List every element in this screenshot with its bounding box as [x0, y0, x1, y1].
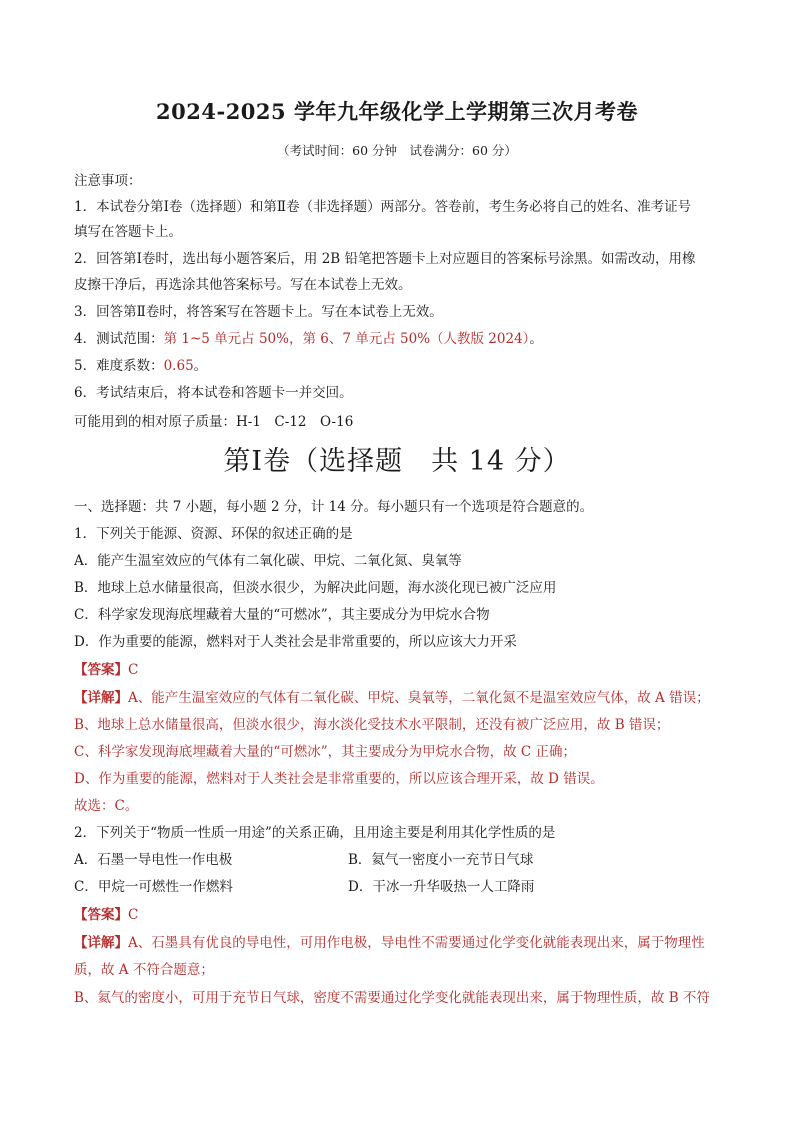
q2-options-row-1	[74, 851, 724, 869]
q2-detail-1a	[74, 934, 724, 952]
q1-option-d: D．作为重要的能源，燃料对于人类社会是非常重要的，所以应该大力开采	[74, 634, 517, 650]
q2-options-row-2	[74, 878, 724, 896]
note-6: 6．考试结束后，将本试卷和答题卡一并交回。	[74, 385, 353, 401]
note-5-difficulty: 0.65	[163, 358, 194, 374]
note-4-scope: 第 1~5 单元占 50%，第 6、7 单元占 50%（人教版 2024）	[163, 331, 530, 347]
q1-detail-1-text: A、能产生温室效应的气体有二氧化碳、甲烷、臭氧等，二氧化氮不是温室效应气体，故 A 错误；	[128, 690, 710, 706]
note-5-prefix: 5．难度系数：	[74, 358, 164, 374]
q2-detail-2: B、氦气的密度小，可用于充节日气球，密度不需要通过化学变化就能表现出来，属于物理性质，故 B 不符	[74, 990, 710, 1006]
q1-option-a: A．能产生温室效应的气体有二氧化碳、甲烷、二氧化氮、臭氧等	[74, 553, 462, 569]
q1-stem: 1．下列关于能源、资源、环保的叙述正确的是	[74, 526, 353, 542]
q1-detail-2: B、地球上总水储量很高，但淡水很少，海水淡化受技术水平限制，还没有被广泛应用，故 B 错误；	[74, 717, 670, 733]
q1-detail-label: 【详解】	[74, 690, 128, 706]
q1-option-b: B．地球上总水储量很高，但淡水很少，为解决此问题，海水淡化现已被广泛应用	[74, 580, 557, 596]
note-4	[74, 330, 724, 348]
note-5	[74, 357, 724, 375]
q1-option-c: C．科学家发现海底埋藏着大量的“可燃冰”，其主要成分为甲烷水合物	[74, 607, 490, 623]
note-1-line-2: 填写在答题卡上。	[74, 224, 182, 240]
q2-option-d: D．干冰一升华吸热一人工降雨	[348, 879, 535, 895]
part1-intro: 一、选择题：共 7 小题，每小题 2 分，计 14 分。每小题只有一个选项是符合题意的。	[74, 499, 594, 515]
q2-detail-label: 【详解】	[74, 935, 128, 951]
q2-answer	[74, 906, 724, 924]
note-1-line-1: 1．本试卷分第Ⅰ卷（选择题）和第Ⅱ卷（非选择题）两部分。答卷前，考生务必将自己的姓名、准考证号	[74, 199, 692, 215]
q1-detail-3: C、科学家发现海底埋藏着大量的“可燃冰”，其主要成分为甲烷水合物，故 C 正确；	[74, 744, 577, 760]
q2-answer-value: C	[128, 907, 139, 923]
section-title: 第Ⅰ卷（选择题 共 14 分）	[223, 446, 571, 477]
q1-choose: 故选：C。	[74, 798, 139, 814]
q2-option-a: A．石墨一导电性一作电极	[74, 852, 233, 868]
q2-detail-1a-text: A、石墨具有优良的导电性，可用作电极，导电性不需要通过化学变化就能表现出来，属于物理性	[128, 935, 705, 951]
q1-answer-value: C	[128, 662, 139, 678]
note-3: 3．回答第Ⅱ卷时，将答案写在答题卡上。写在本试卷上无效。	[74, 304, 443, 320]
q1-detail-4: D、作为重要的能源，燃料对于人类社会是非常重要的，所以应该合理开采，故 D 错误。	[74, 771, 604, 787]
q1-detail-1	[74, 689, 724, 707]
q2-detail-1b: 质，故 A 不符合题意；	[74, 962, 214, 978]
note-4-prefix: 4．测试范围：	[74, 331, 164, 347]
q1-answer-label: 【答案】	[74, 662, 128, 678]
note-5-suffix: 。	[193, 358, 208, 374]
note-2-line-1: 2．回答第Ⅰ卷时，选出每小题答案后，用 2B 铅笔把答题卡上对应题目的答案标号涂黑。如需改动，用橡	[74, 251, 696, 267]
atomic-masses: 可能用到的相对原子质量：H-1 C-12 O-16	[74, 414, 354, 430]
q1-answer	[74, 661, 724, 679]
exam-title: 2024-2025 学年九年级化学上学期第三次月考卷	[156, 99, 638, 124]
note-2-line-2: 皮擦干净后，再选涂其他答案标号。写在本试卷上无效。	[74, 277, 412, 293]
exam-subtitle: （考试时间：60 分钟 试卷满分：60 分）	[277, 143, 517, 158]
q2-answer-label: 【答案】	[74, 907, 128, 923]
q2-option-b: B．氦气一密度小一充节日气球	[348, 852, 534, 868]
notes-heading: 注意事项：	[74, 173, 142, 189]
q2-stem: 2．下列关于“物质一性质一用途”的关系正确，且用途主要是利用其化学性质的是	[74, 825, 556, 841]
note-4-suffix: 。	[529, 331, 543, 347]
q2-option-c: C．甲烷一可燃性一作燃料	[74, 879, 233, 895]
